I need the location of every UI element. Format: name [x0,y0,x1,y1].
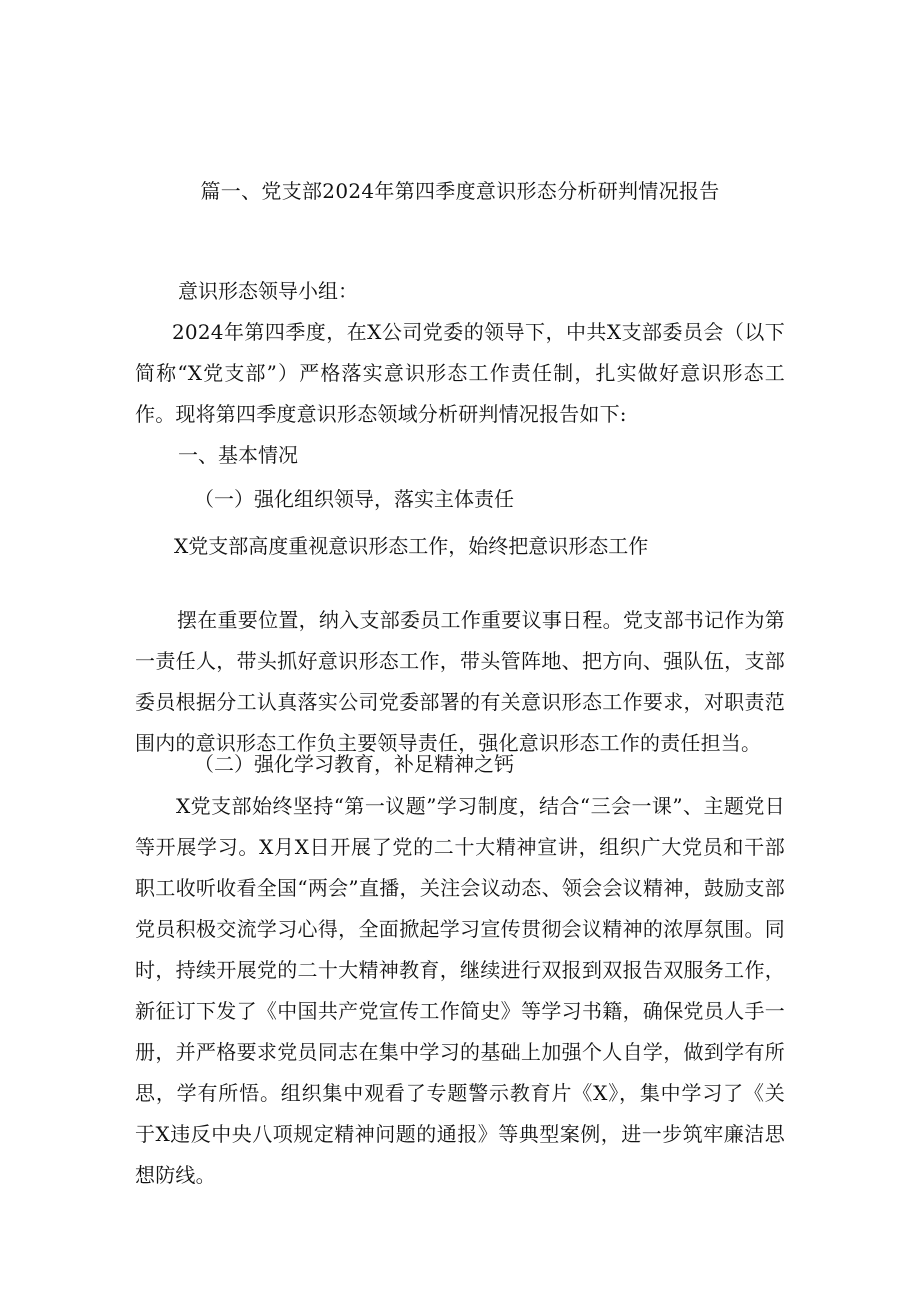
document-title: 篇一、党支部2024年第四季度意识形态分析研判情况报告 [200,179,720,203]
paragraph-study [135,786,785,1196]
subsection-heading-organization: （一）强化组织领导，落实主体责任 [194,487,514,511]
paragraph-intro-text: 2024年第四季度，在X公司党委的领导下，中共X支部委员会（以下简称“X党支部”）严格落实意识形态工作责任制，扎实做好意识形态工作。现将第四季度意识形态领域分析研判情况报告如下: [135,320,785,426]
section-heading-basic-situation: 一、基本情况 [178,443,298,467]
paragraph-study-text: X党支部始终坚持“第一议题”学习制度，结合“三会一课”、主题党日等开展学习。X月X日开展了党的二十大精神宣讲，组织广大党员和干部职工收听收看全国“两会”直播，关注会议动态、领会会议精神，鼓励支部党员积极交流学习心得，全面掀起学习宣传贯彻会议精神的浓厚氛围。同时，持续开展党的二十大精神教育，继续进行双报到双报告双服务工作，新征订下发了《中国共产党宣传工作简史》等学习书籍，确保党员人手一册，并严格要求党员同志在集中学习的基础上加强个人自学，做到学有所思，学有所悟。组织集中观看了专题警示教育片《X》，集中学习了《关于X违反中央八项规定精神问题的通报》等典型案例，进一步筑牢廉洁思想防线。 [135,794,785,1187]
paragraph-lead-line: X党支部高度重视意识形态工作，始终把意识形态工作 [174,534,649,558]
paragraph-responsibility-text: 摆在重要位置，纳入支部委员工作重要议事日程。党支部书记作为第一责任人，带头抓好意识形态工作，带头管阵地、把方向、强队伍，支部委员根据分工认真落实公司党委部署的有关意识形态工作要求，对职责范围内的意识形态工作负主要领导责任，强化意识形态工作的责任担当。 [135,608,785,755]
paragraph-responsibility [135,600,785,764]
salutation: 意识形态领导小组： [178,279,358,303]
paragraph-intro [135,312,785,435]
subsection-heading-study: （二）强化学习教育，补足精神之钙 [194,752,514,776]
